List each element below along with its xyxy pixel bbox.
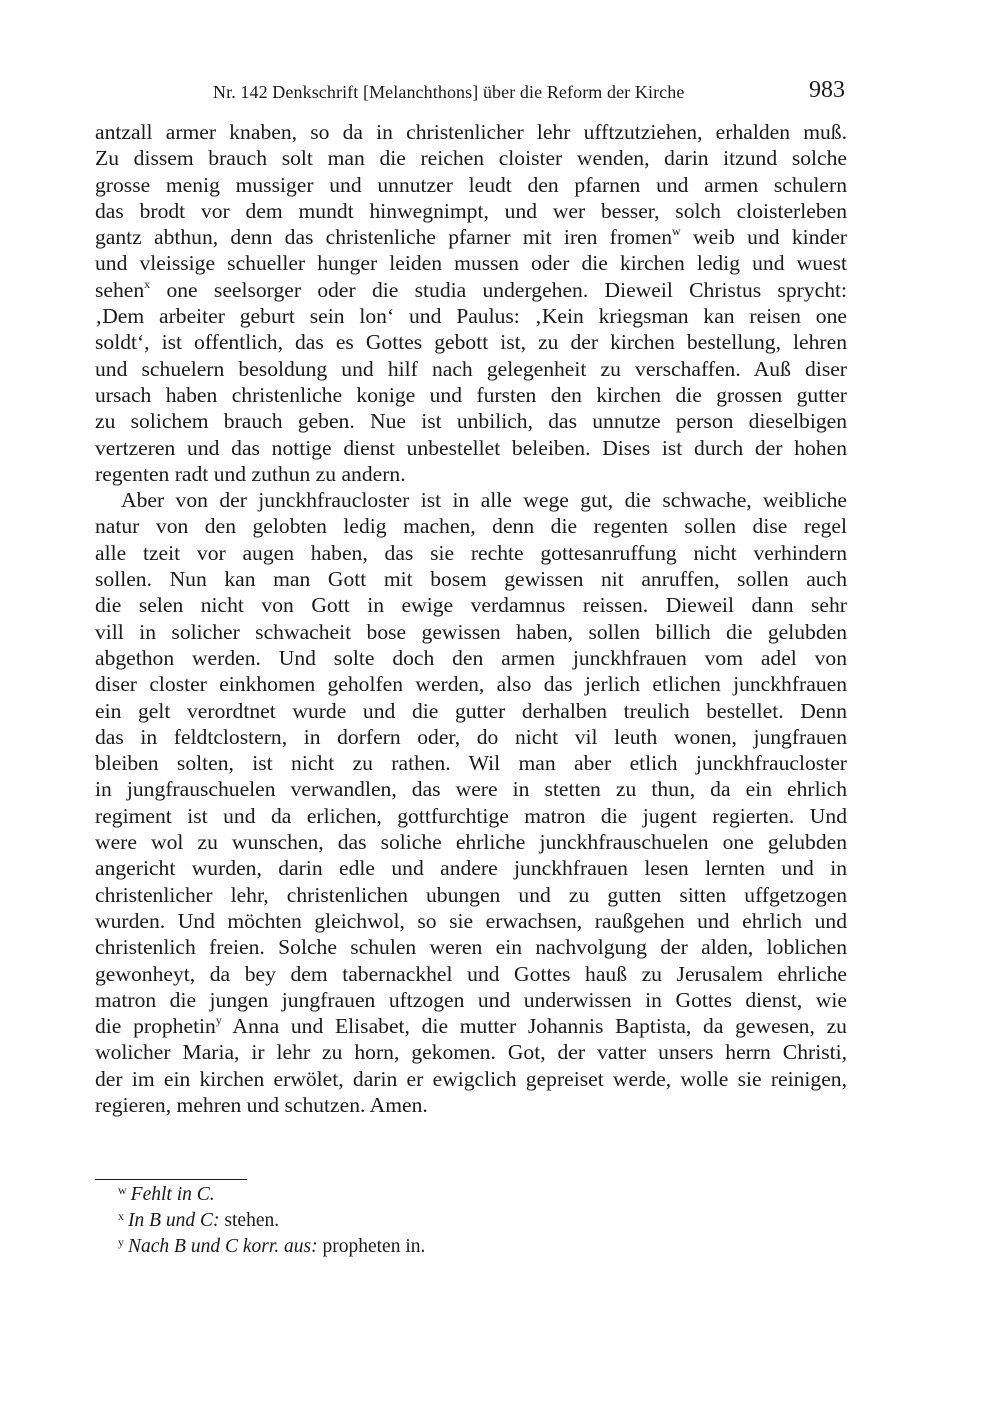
footnotes xyxy=(118,1182,818,1260)
text-line xyxy=(95,1092,847,1118)
text-run: Anna und Elisabet, die mutter Johannis Baptista, da gewesen, zu xyxy=(221,1014,847,1039)
text-run: soldt‘, ist offentlich, das es Gottes gebott ist, zu der kirchen bestellung, lehren xyxy=(95,330,847,355)
text-line xyxy=(95,224,847,250)
text-run: und vleissige schueller hunger leiden mussen oder die kirchen ledig und wuest xyxy=(95,251,847,276)
footnote xyxy=(118,1234,818,1260)
text-line xyxy=(95,908,847,934)
text-line xyxy=(95,356,847,382)
footnote-note: Nach B und C korr. aus: xyxy=(128,1236,318,1257)
text-line xyxy=(95,329,847,355)
running-title: Nr. 142 Denkschrift [Melanchthons] über die Reform der Kirche xyxy=(213,82,685,102)
footnote-separator xyxy=(95,1179,247,1180)
page-number: 983 xyxy=(809,77,845,103)
footnote-mark: w xyxy=(118,1183,127,1197)
text-run: sollen. Nun kan man Gott mit bosem gewissen nit anruffen, sollen auch xyxy=(95,567,847,592)
text-run: christenlicher lehr, christenlichen ubungen und zu gutten sitten uffgetzogen xyxy=(95,882,847,907)
footnote xyxy=(118,1208,818,1234)
text-run: regieren, mehren und schutzen. Amen. xyxy=(95,1092,428,1117)
text-run: abgethon werden. Und solte doch den armen junckhfrauen vom adel von xyxy=(95,645,847,670)
text-run: one seelsorger oder die studia undergehen. Dieweil Christus sprycht: xyxy=(150,277,847,302)
text-line xyxy=(95,934,847,960)
text-run: weib und kinder xyxy=(680,225,847,250)
text-run: bleiben solten, ist nicht zu rathen. Wil man aber etlich junckhfraucloster xyxy=(95,751,847,776)
text-line xyxy=(95,829,847,855)
text-line xyxy=(95,540,847,566)
footnote-text: propheten in. xyxy=(317,1236,426,1257)
text-line xyxy=(95,645,847,671)
text-run: antzall armer knaben, so da in christenlicher lehr ufftzutziehen, erhalden muß. xyxy=(95,120,847,144)
text-line xyxy=(95,776,847,802)
text-run: were wol zu wunschen, das soliche ehrliche junckhfrauschuelen one gelubden xyxy=(95,830,847,855)
text-line xyxy=(95,145,847,171)
text-run: wurden. Und möchten gleichwol, so sie erwachsen, raußgehen und ehrlich und xyxy=(95,908,847,933)
text-line xyxy=(95,1066,847,1092)
text-line xyxy=(95,119,847,145)
text-line xyxy=(95,619,847,645)
footnote-mark: x xyxy=(118,1209,124,1223)
text-run: regenten radt und zuthun zu andern. xyxy=(95,461,406,486)
text-line xyxy=(95,592,847,618)
text-line xyxy=(95,961,847,987)
footnote-note: In B und C: xyxy=(128,1210,220,1231)
footnote-marker: y xyxy=(215,1013,222,1028)
text-line xyxy=(95,172,847,198)
text-run: alle tzeit vor augen haben, das sie rechte gottesanruffung nicht verhindern xyxy=(95,540,847,565)
text-run: das brodt vor dem mundt hinwegnimpt, und wer besser, solch cloisterleben xyxy=(95,198,847,223)
text-line xyxy=(95,198,847,224)
text-run: gantz abthun, denn das christenliche pfarner mit iren fromen xyxy=(95,225,673,250)
text-line xyxy=(95,803,847,829)
text-run: grosse menig mussiger und unnutzer leudt den pfarnen und armen schulern xyxy=(95,172,847,197)
text-run: die selen nicht von Gott in ewige verdamnus reissen. Dieweil dann sehr xyxy=(95,593,847,618)
text-run: zu solichem brauch geben. Nue ist unbilich, das unnutze person dieselbigen xyxy=(95,409,847,434)
footnote-note: Fehlt in C. xyxy=(130,1184,215,1205)
footnote xyxy=(118,1182,818,1208)
footnote-mark: y xyxy=(118,1235,124,1249)
text-run: die prophetin xyxy=(95,1014,216,1039)
text-run: Zu dissem brauch solt man die reichen cloister wenden, darin itzund solche xyxy=(95,146,847,171)
text-run: vill in solicher schwacheit bose gewissen haben, sollen billich die gelubden xyxy=(95,619,847,644)
paragraph xyxy=(95,487,847,1118)
text-line xyxy=(95,487,847,513)
text-line xyxy=(95,724,847,750)
paragraph xyxy=(95,119,847,487)
text-run: und schuelern besoldung und hilf nach gelegenheit zu verschaffen. Auß diser xyxy=(95,356,847,381)
text-line xyxy=(95,855,847,881)
text-run: ursach haben christenliche konige und fursten den kirchen die grossen gutter xyxy=(95,382,847,407)
text-run: diser closter einkhomen geholfen werden, also das jerlich etlichen junckhfrauen xyxy=(95,672,847,697)
text-run: natur von den gelobten ledig machen, denn die regenten sollen dise regel xyxy=(95,514,847,539)
text-line xyxy=(95,382,847,408)
main-text xyxy=(95,119,847,1118)
text-run: matron die jungen jungfrauen uftzogen und underwissen in Gottes dienst, wie xyxy=(95,987,847,1012)
footnote-text: stehen. xyxy=(219,1210,280,1231)
footnote-marker: x xyxy=(144,276,151,291)
text-line xyxy=(95,1039,847,1065)
text-run: das in feldtclostern, in dorfern oder, do nicht vil leuth wonen, jungfrauen xyxy=(95,724,847,749)
text-line xyxy=(95,1013,847,1039)
text-line xyxy=(95,671,847,697)
text-run: in jungfrauschuelen verwandlen, das were in stetten zu thun, da ein ehrlich xyxy=(95,777,847,802)
text-run: der im ein kirchen erwölet, darin er ewigclich gepreiset werde, wolle sie reinigen, xyxy=(95,1066,847,1091)
text-run: Aber von der junckhfraucloster ist in alle wege gut, die schwache, weibliche xyxy=(121,488,847,513)
text-run: gewonheyt, da bey dem tabernackhel und Gottes hauß zu Jerusalem ehrliche xyxy=(95,961,847,986)
text-run: ein gelt verordtnet wurde und die gutter derhalben treulich bestellet. Denn xyxy=(95,698,847,723)
text-line xyxy=(95,408,847,434)
text-line xyxy=(95,250,847,276)
text-line xyxy=(95,513,847,539)
text-run: angericht wurden, darin edle und andere junckhfrauen lesen lernten und in xyxy=(95,856,847,881)
text-line xyxy=(95,987,847,1013)
text-run: ‚Dem arbeiter geburt sein lon‘ und Paulus: ‚Kein kriegsman kan reisen one xyxy=(95,304,847,329)
footnote-marker: w xyxy=(672,224,681,239)
text-line xyxy=(95,750,847,776)
text-line xyxy=(95,882,847,908)
text-run: sehen xyxy=(95,277,145,302)
text-line xyxy=(95,277,847,303)
text-line xyxy=(95,461,847,487)
text-run: vertzeren und das nottige dienst unbestellet beleiben. Dises ist durch der hohen xyxy=(95,435,847,460)
text-line xyxy=(95,698,847,724)
text-line xyxy=(95,435,847,461)
text-line xyxy=(95,303,847,329)
running-header xyxy=(95,77,847,106)
text-run: christenlich freien. Solche schulen weren ein nachvolgung der alden, loblichen xyxy=(95,935,847,960)
text-line xyxy=(95,566,847,592)
text-run: wolicher Maria, ir lehr zu horn, gekomen. Got, der vatter unsers herrn Christi, xyxy=(95,1040,847,1065)
text-run: regiment ist und da erlichen, gottfurchtige matron die jugent regierten. Und xyxy=(95,803,847,828)
